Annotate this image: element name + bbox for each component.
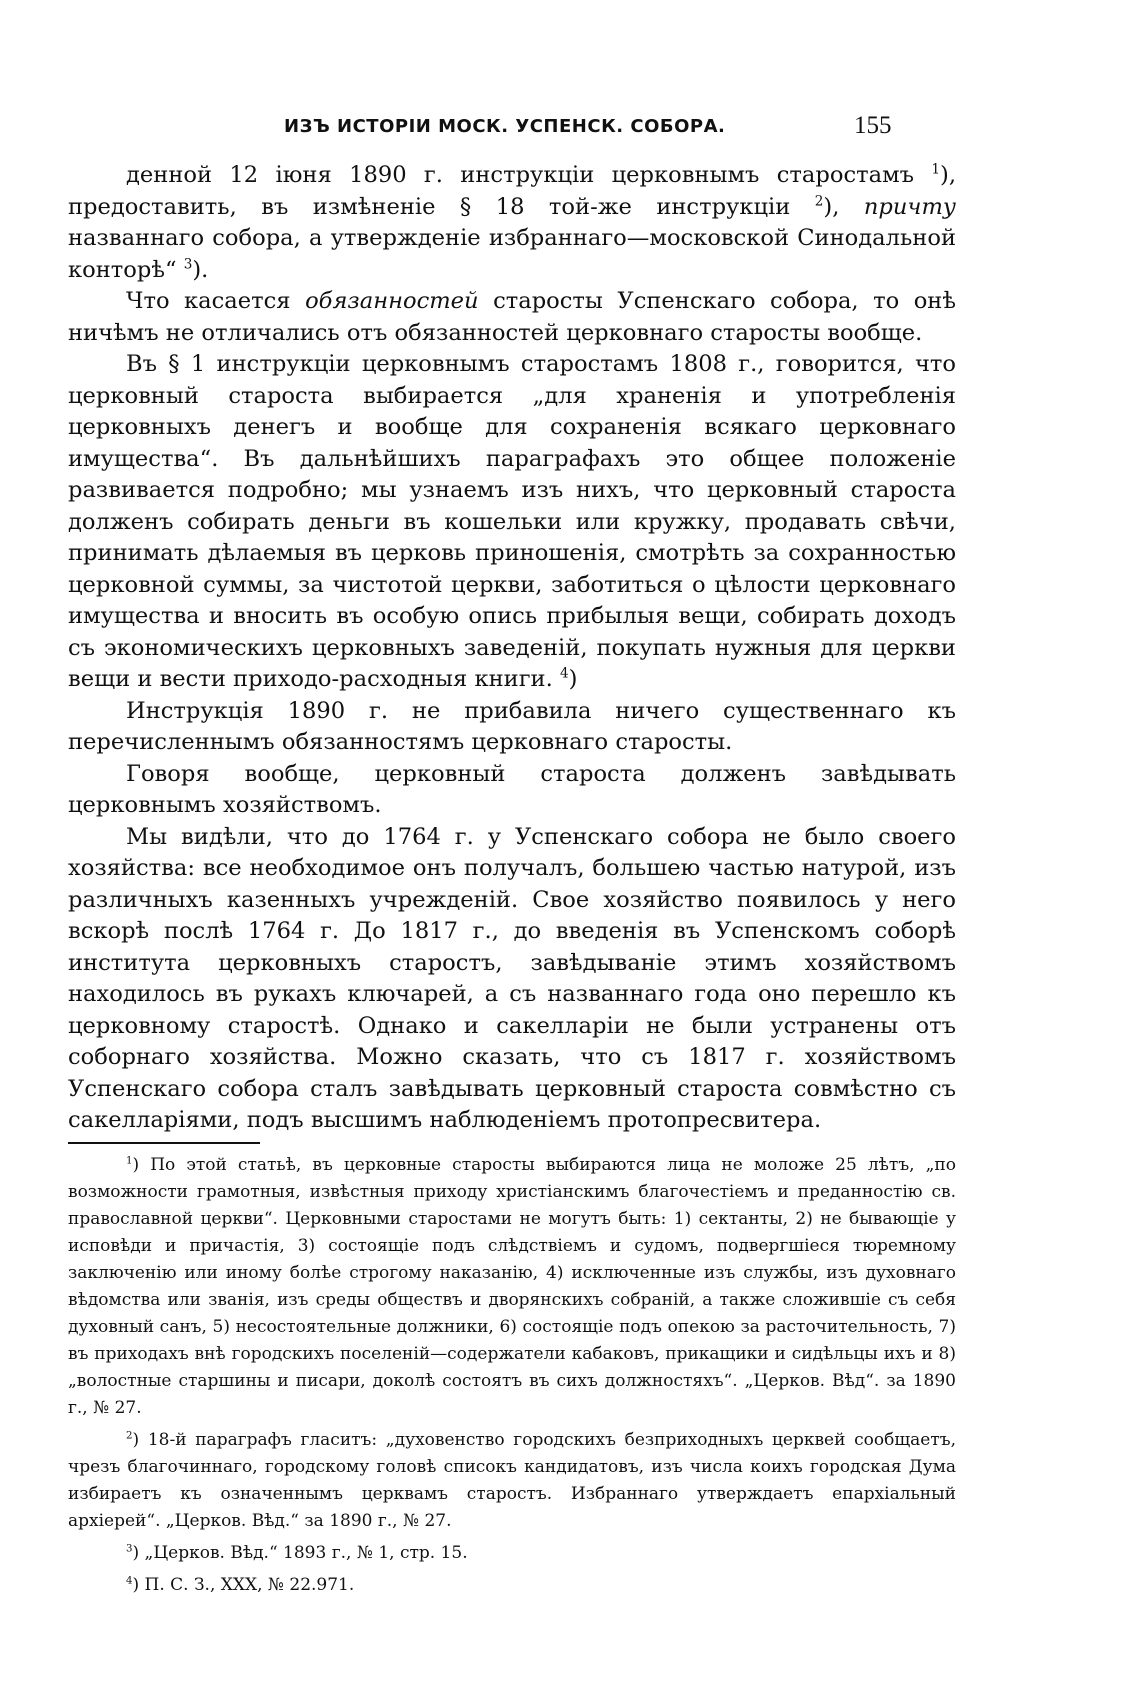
footnote xyxy=(68,1572,956,1599)
emphasis-text: причту xyxy=(863,193,956,220)
text-run: ) По этой статьѣ, въ церковные старосты выбираются лица не моложе 25 лѣтъ, „по возможности грамотныя, извѣстныя приходу христіанскимъ благочестіемъ и преданностію св. православной церкви“. Церковными старостами не могутъ быть: 1) сектанты, 2) не бывающіе у исповѣди и причастія, 3) состоящіе подъ слѣдствіемъ и судомъ, подвергшіеся тюремному заключенію или иному болѣе строгому наказанію, 4) исключенные изъ службы, изъ духовнаго вѣдомства или званія, изъ среды обществъ и дворянскихъ собраній, а также сложившіе съ себя духовный санъ, 5) несостоятельные должники, 6) состоящіе подъ опекою за расточительность, 7) въ приходахъ внѣ городскихъ поселеній—содержатели кабаковъ, прикащики и сидѣльцы ихъ и 8) „волостные старшины и писари, доколѣ состоятъ въ сихъ должностяхъ“. „Церков. Вѣд“. за 1890 г., № 27. xyxy=(68,1155,956,1418)
body-paragraph xyxy=(68,286,956,349)
footnotes xyxy=(68,1152,956,1599)
page-number: 155 xyxy=(854,112,892,139)
footnote-marker: 2 xyxy=(126,1430,133,1442)
footnote xyxy=(68,1540,956,1567)
text-run: ). xyxy=(192,256,209,283)
body-paragraph xyxy=(68,759,956,822)
footnote-marker: 2 xyxy=(814,192,824,209)
text-run: ) 18-й параграфъ гласитъ: „духовенство городскихъ безприходныхъ церквей сообщаетъ, чрезъ благочиннаго, городскому головѣ списокъ кандидатовъ, изъ числа коихъ городская Дума избираетъ къ означеннымъ церквамъ старостъ. Избраннаго утверждаетъ епархіальный архіерей“. „Церков. Вѣд.“ за 1890 г., № 27. xyxy=(68,1430,956,1531)
footnote-divider xyxy=(68,1142,260,1144)
body-paragraph xyxy=(68,160,956,286)
footnote-marker: 4 xyxy=(126,1575,133,1587)
text-run: названнаго собора, а утвержденіе избраннаго—московской Синодальной конторѣ“ xyxy=(68,225,956,283)
text-run: Мы видѣли, что до 1764 г. у Успенскаго собора не было своего хозяйства: все необходимое онъ получалъ, большею частью натурой, изъ различныхъ казенныхъ учрежденій. Свое хозяйство появилось у него вскорѣ послѣ 1764 г. До 1817 г., до введенія въ Успенскомъ соборѣ института церковныхъ старостъ, завѣдываніе этимъ хозяйствомъ находилось въ рукахъ ключарей, а съ названнаго года оно перешло къ церковному старостѣ. Однако и сакелларіи не были устранены отъ соборнаго хозяйства. Можно сказать, что съ 1817 г. хозяйствомъ Успенскаго собора сталъ завѣдывать церковный староста совмѣстно съ сакелларіями, подъ высшимъ наблюденіемъ протопресвитера. xyxy=(68,823,956,1133)
body-paragraph xyxy=(68,822,956,1137)
text-run: Инструкція 1890 г. не прибавила ничего существеннаго къ перечисленнымъ обязанностямъ церковнаго старосты. xyxy=(68,697,956,755)
running-title: ИЗЪ ИСТОРІИ МОСК. УСПЕНСК. СОБОРА. xyxy=(284,116,726,137)
footnote-marker: 1 xyxy=(931,161,940,178)
text-run: ) xyxy=(568,666,578,692)
footnote-marker: 1 xyxy=(126,1155,133,1167)
text-run: Говоря вообще, церковный староста долженъ завѣдывать церковнымъ хозяйствомъ. xyxy=(68,760,956,818)
body-paragraph xyxy=(68,349,956,696)
text-run: ) „Церков. Вѣд.“ 1893 г., № 1, стр. 15. xyxy=(132,1543,468,1563)
text-run: Въ § 1 инструкціи церковнымъ старостамъ 1808 г., говорится, что церковный староста выбирается „для храненія и употребленія церковныхъ денегъ и вообще для сохраненія всякаго церковнаго имущества“. Въ дальнѣйшихъ параграфахъ это общее положеніе развивается подробно; мы узнаемъ изъ нихъ, что церковный староста долженъ собирать деньги въ кошельки или кружку, продавать свѣчи, принимать дѣлаемыя въ церковь приношенія, смотрѣть за сохранностью церковной суммы, за чистотой церкви, заботиться о цѣлости церковнаго имущества и вносить въ особую опись прибылыя вещи, собирать доходъ съ экономическихъ церковныхъ заведеній, покупать нужныя для церкви вещи и вести приходо-расходныя книги. xyxy=(68,351,956,692)
footnote-marker: 3 xyxy=(183,255,193,272)
text-run: старосты Успенскаго собора, то онѣ ничѣмъ не отличались отъ обязанностей церковнаго старосты вообще. xyxy=(68,288,956,346)
text-run: денной 12 іюня 1890 г. инструкціи церковнымъ старостамъ xyxy=(126,162,932,188)
text-run: ), xyxy=(823,193,864,220)
footnote-marker: 4 xyxy=(559,665,569,682)
body-text xyxy=(68,160,956,1137)
body-paragraph xyxy=(68,696,956,759)
footnote xyxy=(68,1152,956,1422)
footnote-marker: 3 xyxy=(126,1543,133,1555)
text-run: Что касается xyxy=(126,288,306,314)
page-header xyxy=(68,112,910,148)
text-run: ) П. С. З., XXX, № 22.971. xyxy=(132,1575,355,1595)
emphasis-text: обязанностей xyxy=(305,288,479,314)
text-run: ), предоставить, въ измѣненіе § 18 той-же инструкціи xyxy=(68,162,956,220)
footnote xyxy=(68,1427,956,1535)
